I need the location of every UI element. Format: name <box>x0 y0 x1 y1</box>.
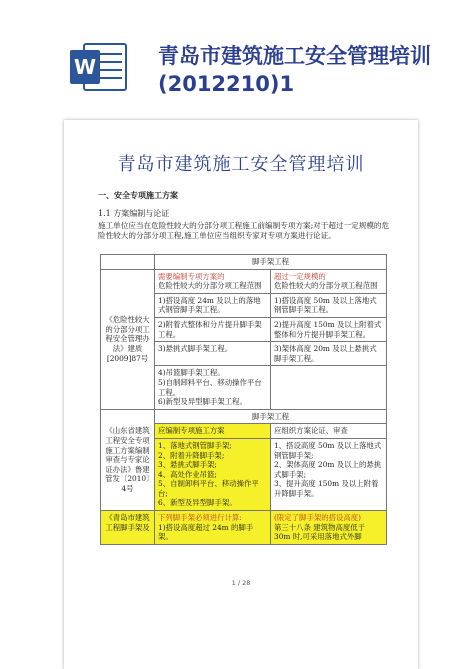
qd-left-text: 1)搭设高度超过 24m 的脚手架。 <box>158 522 254 542</box>
qd-left-cell <box>155 511 271 545</box>
right-column-header-text: 危险性较大的分部分项工程范围 <box>274 281 378 291</box>
regulation-2-cell: 《山东省建筑工程安全专项施工方案编制审查与专家论证办法》鲁建管发〔2010〕4号 <box>101 409 155 510</box>
qd-left-header: 下列脚手架必须进行计算: <box>158 513 242 523</box>
intro-paragraph: 施工单位应当在危险性较大的分部分项工程施工前编制专项方案;对于超过一定规模的危险性较大的分部分项工程,施工单位应当组织专家对专项方案进行论证。 <box>98 221 390 240</box>
sd-left-items: 1、落地式钢管脚手架; 2、附着升降脚手架; 3、悬挑式脚手架; 4、高处作业吊篮; 5、自制卸料平台、移动操作平台; 6、新型及异型脚手架。 <box>155 438 271 510</box>
document-title: 青岛市建筑施工安全管理培训 <box>117 154 365 175</box>
sd-right-items: 1、搭设高度 50m 及以上落地式钢管脚手架; 2、架体高度 20m 及以上的悬挑式脚手架; 3、提升高度 150m 及以上附着升降脚手架。 <box>271 438 387 510</box>
section-heading: 一、安全专项施工方案 <box>98 191 178 200</box>
right-column-header-red: 超过一定规模的 <box>274 271 326 281</box>
qd-right-header: (限定了脚手架的搭设高度) <box>274 513 362 523</box>
sd-left-header: 应编制专项施工方案 <box>155 424 271 439</box>
svg-text:W: W <box>73 55 97 79</box>
sd-right-header: 应组织方案论证、审查 <box>271 424 387 439</box>
table-cell: 4)吊篮脚手架工程。 5)自制卸料平台、移动操作平台工程。 6)新型及异型脚手架工程。 <box>155 366 271 409</box>
regulation-3-cell: 《青岛市建筑工程脚手架及 <box>101 511 155 545</box>
table-cell: 3)架体高度 20m 及以上悬挑式脚手架工程。 <box>271 342 387 366</box>
table-cell: 2)提升高度 150m 及以上附着式整体和分片提升脚手架工程。 <box>271 317 387 341</box>
subsection-heading: 1.1 方案编制与论证 <box>98 209 170 218</box>
qd-right-cell <box>271 511 387 545</box>
qd-right-text: 第三十八条 建筑物高度低于 30m 时,可采用落地式外脚 <box>274 522 366 542</box>
table-cell: 1)搭设高度 50m 及以上落地式钢管脚手架工程。 <box>271 293 387 317</box>
left-column-header <box>155 269 271 293</box>
table-header: 脚手架工程 <box>155 255 387 270</box>
table-cell: 1)搭设高度 24m 及以上的落地式钢管脚手架工程。 <box>155 293 271 317</box>
table-cell: 3)悬挑式脚手架工程。 <box>155 342 271 366</box>
table-cell <box>271 366 387 409</box>
header-title-line2: (2012210)1 <box>158 72 295 96</box>
table-cell: 2)附着式整体和分片提升脚手架工程。 <box>155 317 271 341</box>
scaffold-requirements-table <box>100 254 387 545</box>
right-column-header <box>271 269 387 293</box>
left-column-header-red: 需要编制专项方案的 <box>158 271 225 281</box>
regulation-1-cell: 《危险性较大的分部分项工程安全管理办法》建质[2009]87号 <box>101 269 155 409</box>
page-number: 1 / 28 <box>231 579 251 587</box>
sub-table-header: 脚手架工程 <box>155 409 387 424</box>
left-column-header-text: 危险性较大的分部分项工程范围 <box>158 281 262 291</box>
header-title-line1: 青岛市建筑施工安全管理培训 <box>158 44 431 68</box>
document-header <box>0 0 474 118</box>
word-document-icon <box>70 42 128 92</box>
document-page-preview <box>64 120 418 669</box>
